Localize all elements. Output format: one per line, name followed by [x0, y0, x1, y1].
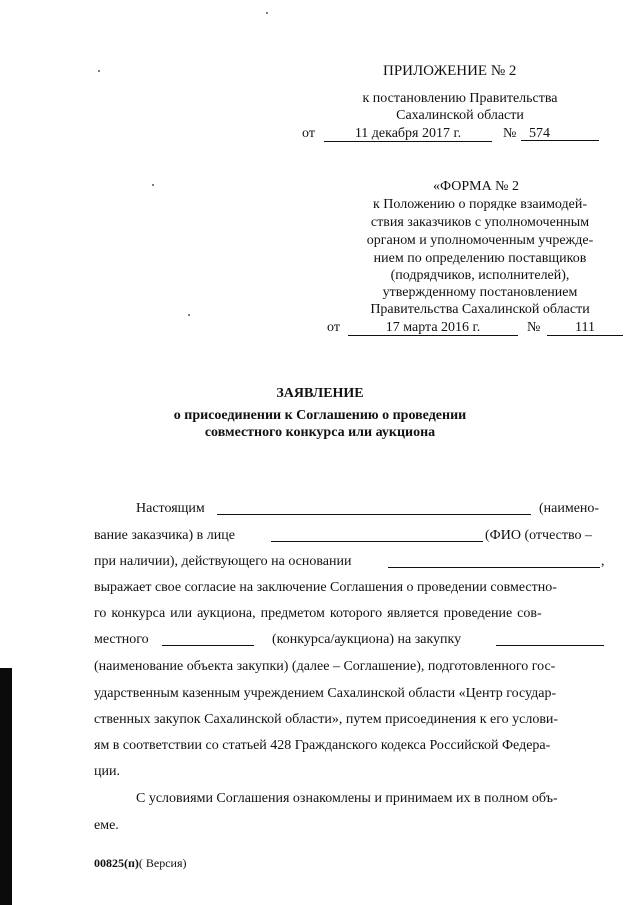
procurement-type-blank	[162, 631, 254, 646]
body-text: местного	[94, 632, 149, 647]
procurement-object-blank	[496, 631, 604, 646]
form-line-7: Правительства Сахалинской области	[370, 302, 590, 317]
body-text: ,	[601, 554, 605, 569]
from-label: от	[302, 126, 315, 141]
resolution-number: 574	[521, 126, 599, 141]
footer-version: ( Версия)	[138, 856, 187, 870]
form-date: 17 марта 2016 г.	[348, 320, 518, 336]
form-from-label: от	[327, 320, 340, 335]
appendix-title: ПРИЛОЖЕНИЕ № 2	[383, 63, 517, 79]
resolution-date: 11 декабря 2017 г.	[324, 126, 492, 142]
form-number: 111	[547, 320, 623, 336]
body-text: (конкурса/аукциона) на закупку	[272, 632, 462, 647]
body-text: при наличии), действующего на основании	[94, 554, 352, 569]
scan-speck	[98, 70, 100, 72]
form-line-5: (подрядчиков, исполнителей),	[390, 268, 570, 283]
body-text: го конкурса или аукциона, предметом которого является проведение сов-	[94, 606, 542, 621]
body-text: еме.	[94, 818, 119, 833]
customer-name-blank	[217, 500, 531, 515]
statement-subtitle-1: о присоединении к Соглашению о проведении	[173, 408, 467, 423]
scan-binding-edge	[0, 668, 12, 905]
body-text: ции.	[94, 764, 120, 779]
number-label: №	[503, 126, 517, 141]
form-line-1: к Положению о порядке взаимодей-	[372, 197, 588, 212]
basis-blank	[388, 553, 600, 568]
form-line-2: ствия заказчиков с уполномоченным	[370, 215, 590, 230]
form-title: «ФОРМА № 2	[433, 179, 520, 194]
form-number-label: №	[527, 320, 541, 335]
scan-speck	[152, 184, 154, 186]
scan-speck	[266, 12, 268, 14]
footer-code	[94, 856, 187, 871]
body-text: Настоящим	[136, 501, 205, 516]
body-text: (наимено-	[539, 501, 600, 516]
body-text: ударственным казенным учреждением Сахалинской области «Центр государ-	[94, 686, 557, 701]
body-text: выражает свое согласие на заключение Соглашения о проведении совместно-	[94, 580, 557, 595]
form-line-6: утвержденному постановлением	[382, 285, 578, 300]
form-line-3: органом и уполномоченным учрежде-	[366, 233, 594, 248]
scan-speck	[188, 314, 190, 316]
statement-subtitle-2: совместного конкурса или аукциона	[204, 425, 436, 440]
body-text: (наименование объекта закупки) (далее – Соглашение), подготовленного гос-	[94, 659, 556, 674]
resolution-line-2: Сахалинской области	[396, 108, 524, 123]
footer-code-number: 00825(п)	[94, 856, 139, 870]
body-text: (ФИО (отчество –	[485, 528, 592, 543]
body-text: вание заказчика) в лице	[94, 528, 235, 543]
resolution-line-1: к постановлению Правительства	[362, 91, 558, 106]
full-name-blank	[271, 527, 483, 542]
body-text: ям в соответствии со статьей 428 Гражданского кодекса Российской Федера-	[94, 738, 551, 753]
body-text: ственных закупок Сахалинской области», путем присоединения к его услови-	[94, 712, 559, 727]
body-text: С условиями Соглашения ознакомлены и принимаем их в полном объ-	[136, 791, 558, 806]
form-line-4: нием по определению поставщиков	[373, 251, 587, 266]
statement-title: ЗАЯВЛЕНИЕ	[276, 386, 364, 401]
